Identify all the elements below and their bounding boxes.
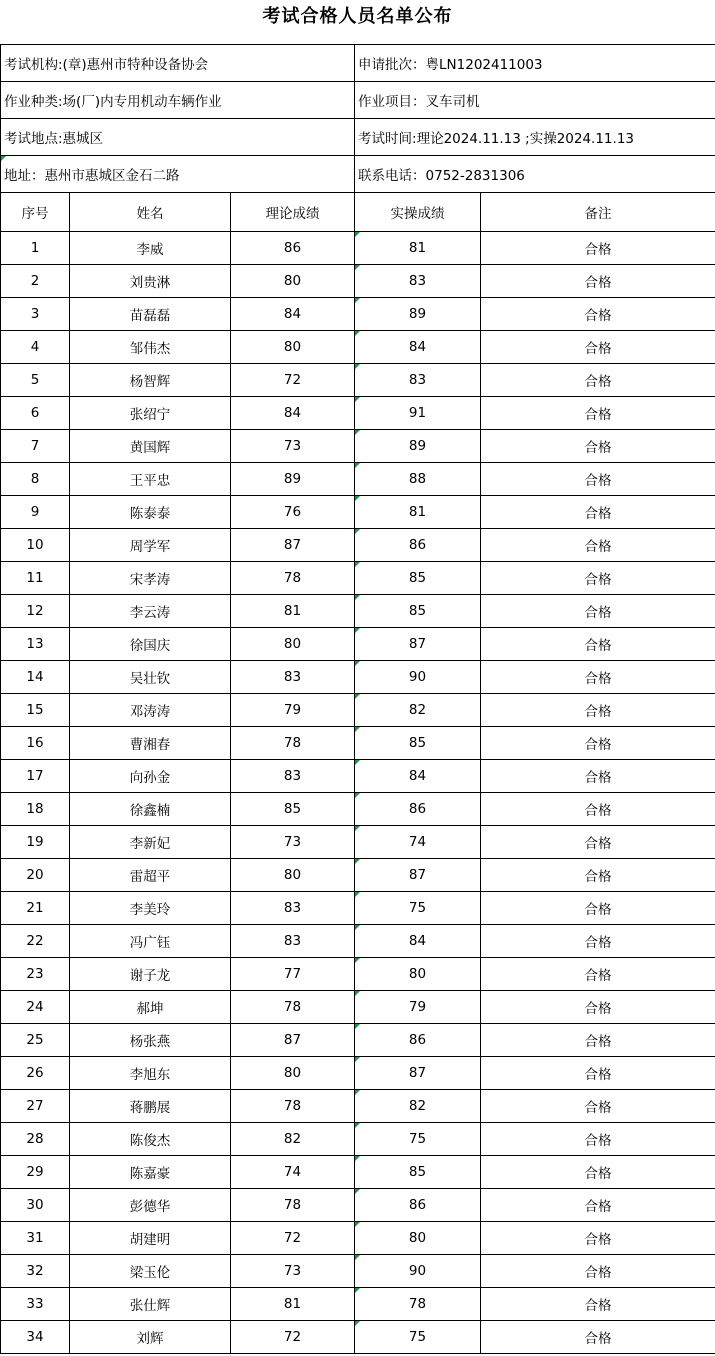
cell-name: 蒋鹏展 [70, 1090, 231, 1123]
cell-name: 徐国庆 [70, 628, 231, 661]
info-row-location [1, 119, 715, 156]
cell-name: 雷超平 [70, 859, 231, 892]
cell-name: 黄国辉 [70, 430, 231, 463]
cell-name: 苗磊磊 [70, 298, 231, 331]
cell-theory-score: 83 [231, 760, 355, 793]
cell-theory-score: 78 [231, 991, 355, 1024]
cell-seq: 14 [1, 661, 70, 694]
cell-name: 吴壮钦 [70, 661, 231, 694]
cell-remark: 合格 [481, 859, 715, 892]
cell-practical-score: 75 [355, 1123, 481, 1156]
exam-location: 考试地点:惠城区 [1, 119, 355, 156]
cell-name: 王平忠 [70, 463, 231, 496]
cell-seq: 28 [1, 1123, 70, 1156]
cell-remark: 合格 [481, 793, 715, 826]
cell-seq: 5 [1, 364, 70, 397]
cell-name: 刘辉 [70, 1321, 231, 1354]
cell-practical-score: 87 [355, 1057, 481, 1090]
cell-name: 张仕辉 [70, 1288, 231, 1321]
table-row [1, 1090, 715, 1123]
cell-practical-score: 87 [355, 628, 481, 661]
info-row-institution [1, 45, 715, 82]
cell-practical-score: 85 [355, 595, 481, 628]
cell-name: 李美玲 [70, 892, 231, 925]
work-item: 作业项目：叉车司机 [355, 82, 715, 119]
header-name: 姓名 [70, 193, 231, 232]
cell-practical-score: 80 [355, 1222, 481, 1255]
cell-remark: 合格 [481, 364, 715, 397]
cell-theory-score: 78 [231, 562, 355, 595]
cell-theory-score: 76 [231, 496, 355, 529]
cell-name: 邓涛涛 [70, 694, 231, 727]
cell-practical-score: 82 [355, 1090, 481, 1123]
cell-remark: 合格 [481, 331, 715, 364]
cell-name: 李新妃 [70, 826, 231, 859]
cell-theory-score: 73 [231, 1255, 355, 1288]
cell-remark: 合格 [481, 1090, 715, 1123]
cell-seq: 10 [1, 529, 70, 562]
cell-theory-score: 80 [231, 265, 355, 298]
cell-seq: 34 [1, 1321, 70, 1354]
cell-theory-score: 80 [231, 1057, 355, 1090]
cell-practical-score: 81 [355, 232, 481, 265]
table-row [1, 760, 715, 793]
cell-practical-score: 81 [355, 496, 481, 529]
contact-phone: 联系电话：0752-2831306 [355, 156, 715, 193]
cell-practical-score: 82 [355, 694, 481, 727]
cell-remark: 合格 [481, 298, 715, 331]
table-row [1, 463, 715, 496]
cell-remark: 合格 [481, 1222, 715, 1255]
table-row [1, 1321, 715, 1354]
cell-theory-score: 73 [231, 826, 355, 859]
cell-name: 李旭东 [70, 1057, 231, 1090]
cell-seq: 27 [1, 1090, 70, 1123]
cell-practical-score: 83 [355, 265, 481, 298]
cell-theory-score: 72 [231, 1222, 355, 1255]
cell-seq: 20 [1, 859, 70, 892]
cell-name: 向孙金 [70, 760, 231, 793]
cell-seq: 3 [1, 298, 70, 331]
table-row [1, 1189, 715, 1222]
cell-practical-score: 91 [355, 397, 481, 430]
cell-remark: 合格 [481, 397, 715, 430]
cell-seq: 13 [1, 628, 70, 661]
cell-theory-score: 83 [231, 661, 355, 694]
page-title: 考试合格人员名单公布 [262, 6, 453, 27]
cell-practical-score: 85 [355, 727, 481, 760]
cell-theory-score: 82 [231, 1123, 355, 1156]
header-theory-score: 理论成绩 [231, 193, 355, 232]
cell-remark: 合格 [481, 265, 715, 298]
table-row [1, 397, 715, 430]
cell-name: 胡建明 [70, 1222, 231, 1255]
cell-name: 杨张燕 [70, 1024, 231, 1057]
table-row [1, 859, 715, 892]
cell-seq: 8 [1, 463, 70, 496]
cell-remark: 合格 [481, 562, 715, 595]
cell-practical-score: 89 [355, 298, 481, 331]
cell-remark: 合格 [481, 1156, 715, 1189]
cell-name: 彭德华 [70, 1189, 231, 1222]
info-row-category [1, 82, 715, 119]
cell-name: 徐鑫楠 [70, 793, 231, 826]
cell-remark: 合格 [481, 628, 715, 661]
results-table [0, 44, 715, 1354]
table-header-row [1, 193, 715, 232]
table-row [1, 298, 715, 331]
cell-remark: 合格 [481, 991, 715, 1024]
table-row [1, 661, 715, 694]
cell-name: 周学军 [70, 529, 231, 562]
table-row [1, 265, 715, 298]
cell-practical-score: 86 [355, 793, 481, 826]
cell-seq: 18 [1, 793, 70, 826]
cell-remark: 合格 [481, 958, 715, 991]
cell-seq: 6 [1, 397, 70, 430]
cell-seq: 31 [1, 1222, 70, 1255]
table-row [1, 727, 715, 760]
cell-remark: 合格 [481, 232, 715, 265]
cell-name: 邹伟杰 [70, 331, 231, 364]
cell-remark: 合格 [481, 1123, 715, 1156]
info-row-address [1, 156, 715, 193]
cell-remark: 合格 [481, 496, 715, 529]
cell-practical-score: 79 [355, 991, 481, 1024]
cell-theory-score: 73 [231, 430, 355, 463]
results-table-body [1, 45, 715, 1354]
cell-remark: 合格 [481, 727, 715, 760]
table-row [1, 1057, 715, 1090]
cell-practical-score: 75 [355, 892, 481, 925]
cell-name: 梁玉伦 [70, 1255, 231, 1288]
cell-practical-score: 85 [355, 1156, 481, 1189]
cell-name: 刘贵淋 [70, 265, 231, 298]
table-row [1, 430, 715, 463]
cell-seq: 25 [1, 1024, 70, 1057]
cell-theory-score: 78 [231, 727, 355, 760]
table-row [1, 562, 715, 595]
cell-seq: 23 [1, 958, 70, 991]
cell-theory-score: 89 [231, 463, 355, 496]
cell-theory-score: 72 [231, 364, 355, 397]
cell-theory-score: 81 [231, 1288, 355, 1321]
exam-time: 考试时间:理论2024.11.13 ;实操2024.11.13 [355, 119, 715, 156]
cell-seq: 17 [1, 760, 70, 793]
cell-seq: 4 [1, 331, 70, 364]
cell-seq: 15 [1, 694, 70, 727]
cell-theory-score: 87 [231, 1024, 355, 1057]
cell-practical-score: 78 [355, 1288, 481, 1321]
table-row [1, 364, 715, 397]
cell-remark: 合格 [481, 463, 715, 496]
cell-name: 陈嘉豪 [70, 1156, 231, 1189]
table-row [1, 1255, 715, 1288]
cell-theory-score: 85 [231, 793, 355, 826]
table-row [1, 991, 715, 1024]
table-row [1, 628, 715, 661]
cell-remark: 合格 [481, 694, 715, 727]
cell-seq: 32 [1, 1255, 70, 1288]
cell-name: 宋孝涛 [70, 562, 231, 595]
cell-remark: 合格 [481, 595, 715, 628]
cell-name: 冯广钰 [70, 925, 231, 958]
cell-seq: 30 [1, 1189, 70, 1222]
cell-remark: 合格 [481, 1024, 715, 1057]
cell-practical-score: 86 [355, 1189, 481, 1222]
exam-institution: 考试机构:(章)惠州市特种设备协会 [1, 45, 355, 82]
cell-name: 陈泰泰 [70, 496, 231, 529]
cell-theory-score: 87 [231, 529, 355, 562]
cell-name: 张绍宁 [70, 397, 231, 430]
cell-remark: 合格 [481, 826, 715, 859]
cell-theory-score: 80 [231, 859, 355, 892]
table-row [1, 925, 715, 958]
cell-remark: 合格 [481, 529, 715, 562]
header-remark: 备注 [481, 193, 715, 232]
table-row [1, 1156, 715, 1189]
cell-remark: 合格 [481, 1057, 715, 1090]
cell-seq: 12 [1, 595, 70, 628]
cell-remark: 合格 [481, 1255, 715, 1288]
table-row [1, 331, 715, 364]
cell-seq: 22 [1, 925, 70, 958]
cell-practical-score: 88 [355, 463, 481, 496]
cell-remark: 合格 [481, 760, 715, 793]
table-row [1, 529, 715, 562]
cell-seq: 16 [1, 727, 70, 760]
cell-practical-score: 74 [355, 826, 481, 859]
cell-remark: 合格 [481, 661, 715, 694]
cell-practical-score: 86 [355, 1024, 481, 1057]
cell-seq: 11 [1, 562, 70, 595]
address: 地址：惠州市惠城区金石二路 [1, 156, 355, 193]
cell-remark: 合格 [481, 892, 715, 925]
cell-remark: 合格 [481, 925, 715, 958]
cell-practical-score: 86 [355, 529, 481, 562]
cell-name: 陈俊杰 [70, 1123, 231, 1156]
cell-seq: 33 [1, 1288, 70, 1321]
cell-practical-score: 85 [355, 562, 481, 595]
cell-remark: 合格 [481, 1189, 715, 1222]
table-row [1, 793, 715, 826]
cell-theory-score: 84 [231, 298, 355, 331]
cell-practical-score: 83 [355, 364, 481, 397]
cell-name: 郝坤 [70, 991, 231, 1024]
cell-seq: 1 [1, 232, 70, 265]
application-batch: 申请批次：粤LN1202411003 [355, 45, 715, 82]
cell-theory-score: 77 [231, 958, 355, 991]
cell-seq: 21 [1, 892, 70, 925]
cell-theory-score: 83 [231, 892, 355, 925]
cell-name: 曹湘春 [70, 727, 231, 760]
cell-name: 李威 [70, 232, 231, 265]
cell-remark: 合格 [481, 1321, 715, 1354]
cell-practical-score: 84 [355, 925, 481, 958]
cell-remark: 合格 [481, 1288, 715, 1321]
table-row [1, 232, 715, 265]
table-row [1, 958, 715, 991]
table-row [1, 1288, 715, 1321]
cell-theory-score: 80 [231, 331, 355, 364]
cell-practical-score: 80 [355, 958, 481, 991]
cell-practical-score: 89 [355, 430, 481, 463]
cell-theory-score: 80 [231, 628, 355, 661]
cell-seq: 26 [1, 1057, 70, 1090]
table-row [1, 1123, 715, 1156]
table-row [1, 595, 715, 628]
cell-theory-score: 81 [231, 595, 355, 628]
cell-theory-score: 74 [231, 1156, 355, 1189]
cell-practical-score: 84 [355, 331, 481, 364]
header-practical-score: 实操成绩 [355, 193, 481, 232]
cell-seq: 29 [1, 1156, 70, 1189]
cell-practical-score: 90 [355, 661, 481, 694]
cell-seq: 7 [1, 430, 70, 463]
cell-remark: 合格 [481, 430, 715, 463]
cell-theory-score: 84 [231, 397, 355, 430]
header-seq: 序号 [1, 193, 70, 232]
table-row [1, 1222, 715, 1255]
cell-theory-score: 79 [231, 694, 355, 727]
cell-theory-score: 83 [231, 925, 355, 958]
table-row [1, 496, 715, 529]
table-row [1, 892, 715, 925]
cell-theory-score: 78 [231, 1189, 355, 1222]
cell-name: 谢子龙 [70, 958, 231, 991]
table-row [1, 694, 715, 727]
cell-seq: 2 [1, 265, 70, 298]
table-row [1, 1024, 715, 1057]
cell-theory-score: 78 [231, 1090, 355, 1123]
cell-practical-score: 90 [355, 1255, 481, 1288]
cell-seq: 19 [1, 826, 70, 859]
table-row [1, 826, 715, 859]
cell-practical-score: 84 [355, 760, 481, 793]
cell-name: 杨智辉 [70, 364, 231, 397]
work-category: 作业种类:场(厂)内专用机动车辆作业 [1, 82, 355, 119]
cell-theory-score: 72 [231, 1321, 355, 1354]
cell-practical-score: 75 [355, 1321, 481, 1354]
cell-seq: 9 [1, 496, 70, 529]
cell-seq: 24 [1, 991, 70, 1024]
cell-theory-score: 86 [231, 232, 355, 265]
cell-practical-score: 87 [355, 859, 481, 892]
cell-name: 李云涛 [70, 595, 231, 628]
